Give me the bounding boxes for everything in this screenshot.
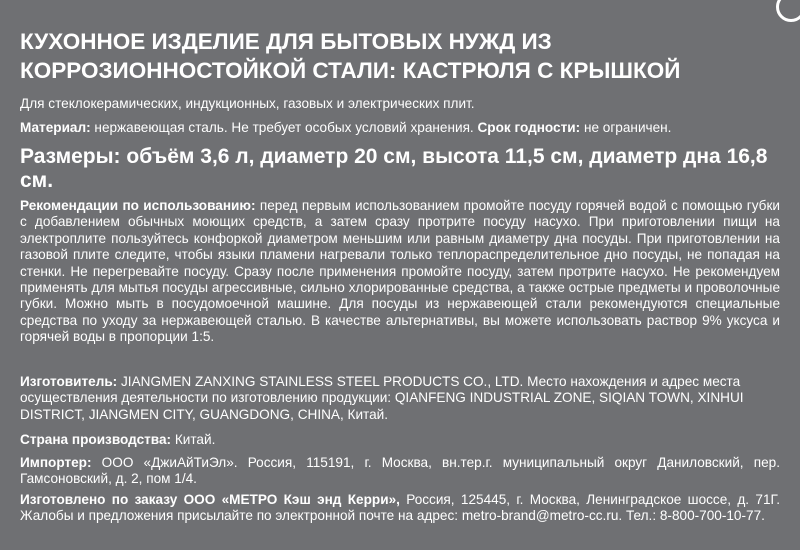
shelf-life-text: не ограничен. (580, 120, 672, 135)
country-text: Китай. (171, 432, 216, 447)
country-of-origin (20, 432, 780, 448)
manufacturer-info (20, 374, 780, 423)
importer-info (20, 455, 780, 488)
shelf-life-label: Срок годности: (477, 120, 581, 135)
recommendations-label: Рекомендации по использованию: (20, 198, 256, 213)
ordered-text: Россия, 125445, г. Москва, Ленинградское шоссе, д. 71Г. Жалобы и предложения присылайте по электронной почте на адрес: metro-brand@metro-cc.ru. Тел.: 8-800-700-10-77. (20, 492, 780, 524)
plates-compatibility: Для стеклокерамических, индукционных, газовых и электрических плит. (20, 96, 475, 111)
ordered-label: Изготовлено по заказу ООО «МЕТРО Кэш энд Керри», (20, 492, 400, 507)
material-text: нержавеющая сталь. Не требует особых условий хранения. (90, 120, 478, 135)
material-label: Материал: (20, 120, 91, 135)
importer-label: Импортер: (20, 455, 92, 470)
ordered-by-info (20, 492, 780, 525)
usage-recommendations (20, 198, 780, 346)
country-label: Страна производства: (20, 432, 172, 447)
importer-text: ООО «ДжиАйТиЭл». Россия, 115191, г. Москва, вн.тер.г. муниципальный округ Даниловский, пер. Гамсоновский, д. 2, пом 1/4. (20, 455, 780, 487)
dimensions: Размеры: объём 3,6 л, диаметр 20 см, высота 11,5 см, диаметр дна 16,8 см. (20, 145, 768, 192)
manufacturer-text: JIANGMEN ZANXING STAINLESS STEEL PRODUCTS CO., LTD. Место нахождения и адрес места осуществления деятельности по изготовлению продукции: QIANFENG INDUSTRIAL ZONE, SIQIAN TOWN, XINHUI DISTRICT, JIANGMEN CITY, GUANGDONG, CHINA, Китай. (20, 374, 744, 422)
corner-decoration (776, 0, 800, 22)
manufacturer-label: Изготовитель: (20, 374, 118, 389)
recommendations-text: перед первым использованием промойте посуду горячей водой с помощью губки с добавлением обычных моющих средств, а затем сразу протрите посуду насухо. При приготовлении пищи на электроплите пользуйтесь конфоркой диаметром меньшим или равным диаметру дна посуды. При приготовлении на газовой плите следите, чтобы языки пламени нагревали только теплораспределительное дно посуды, не попадая на стенки. Не перегревайте посуду. Сразу после применения промойте посуду, затем протрите насухо. Не рекомендуем применять для мытья посуды агрессивные, сильно хлорированные средства, а также острые предметы и проволочные губки. Можно мыть в посудомоечной машине. Для посуды из нержавеющей стали рекомендуются специальные средства по уходу за нержавеющей сталью. В качестве альтернативы, вы можете использовать раствор 9% уксуса и горячей воды в пропорции 1:5. (20, 198, 780, 345)
material-info (20, 120, 780, 136)
product-title: КУХОННОЕ ИЗДЕЛИЕ ДЛЯ БЫТОВЫХ НУЖД ИЗ КОРРОЗИОННОСТОЙКОЙ СТАЛИ: КАСТРЮЛЯ С КРЫШКОЙ (20, 29, 681, 83)
